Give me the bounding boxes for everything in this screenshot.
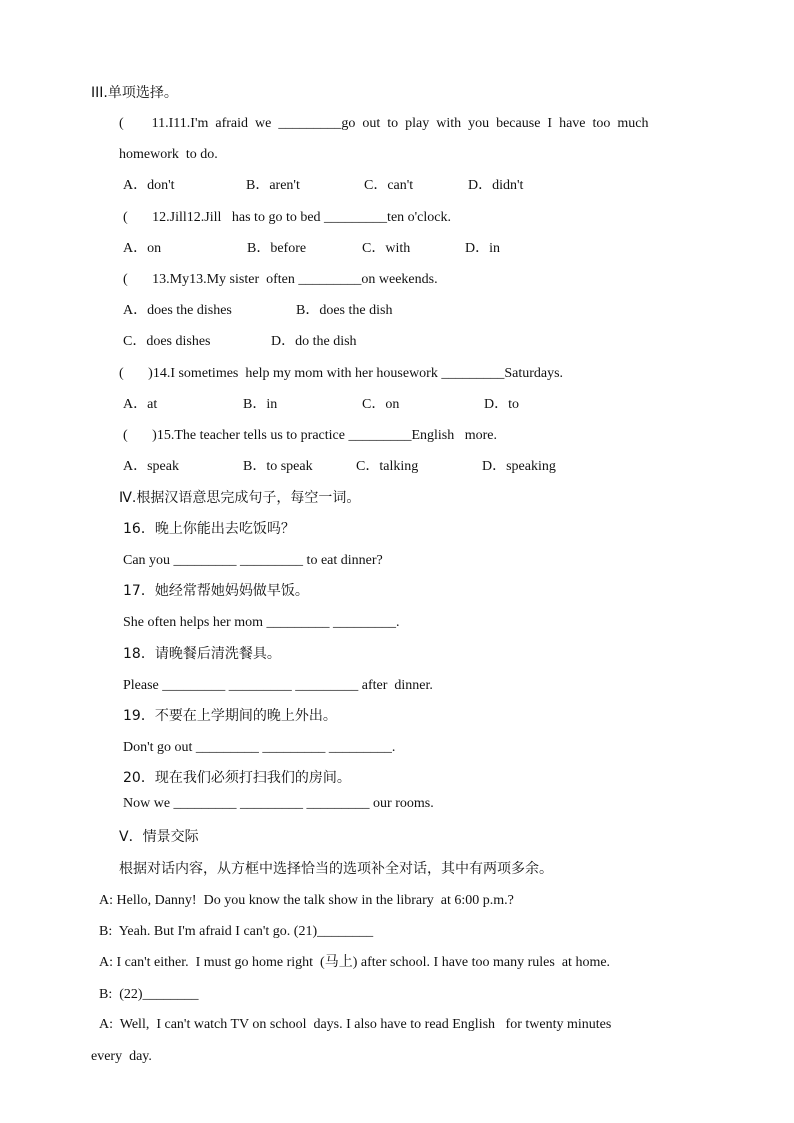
q20-english: Now we _________ _________ _________ our rooms. (123, 796, 434, 811)
dialogue-line-4: B: (22)________ (99, 987, 199, 1002)
q12-option-b: B．before (247, 241, 307, 256)
q17-english: She often helps her mom _________ _________. (123, 615, 400, 630)
section5-instruction: 根据对话内容，从方框中选择恰当的选项补全对话，其中有两项多余。 (119, 861, 553, 877)
q14-option-a: A．at (123, 397, 158, 412)
q14-stem: ( )14.I sometimes help my mom with her housework _________Saturdays. (119, 366, 564, 381)
section4-title: Ⅳ.根据汉语意思完成句子，每空一词。 (119, 490, 361, 506)
q12-option-c: C．with (362, 241, 411, 256)
dialogue-line-5-continued: every day. (91, 1049, 152, 1064)
dialogue-line-5: A: Well, I can't watch TV on school days. I also have to read English for twenty minutes (99, 1017, 612, 1032)
q11-option-d: D．didn't (468, 178, 524, 193)
q11-option-a: A．don't (123, 178, 175, 193)
section3-title: III.单项选择。 (91, 85, 178, 101)
q11-option-b: B．aren't (246, 178, 300, 193)
q13-option-c: C．does dishes (123, 334, 211, 349)
q13-stem: ( 13.My13.My sister often _________on weekends. (123, 272, 438, 287)
q13-option-b: B．does the dish (296, 303, 393, 318)
q12-stem: ( 12.Jill12.Jill has to go to bed _________ten o'clock. (123, 210, 451, 225)
dialogue-line-2: B: Yeah. But I'm afraid I can't go. (21)________ (99, 924, 374, 939)
q13-option-a: A．does the dishes (123, 303, 232, 318)
q19-english: Don't go out _________ _________ _________. (123, 740, 396, 755)
q14-option-d: D．to (484, 397, 519, 412)
q15-option-b: B．to speak (243, 459, 313, 474)
q18-english: Please _________ _________ _________ after dinner. (123, 678, 433, 693)
q15-stem: ( )15.The teacher tells us to practice _________English more. (123, 428, 498, 443)
q19-chinese: 19．不要在上学期间的晚上外出。 (123, 708, 337, 724)
q15-option-d: D．speaking (482, 459, 556, 474)
q12-option-d: D．in (465, 241, 500, 256)
q12-option-a: A．on (123, 241, 162, 256)
q13-option-d: D．do the dish (271, 334, 357, 349)
q11-option-c: C．can't (364, 178, 414, 193)
q17-chinese: 17．她经常帮她妈妈做早饭。 (123, 583, 309, 599)
q20-chinese: 20．现在我们必须打扫我们的房间。 (123, 770, 351, 786)
section5-title: V．情景交际 (119, 829, 199, 845)
q11-stem-line2: homework to do. (119, 147, 218, 162)
q11-stem-line1: ( 11.I11.I'm afraid we _________go out to play with you because I have too much (119, 116, 649, 131)
q14-option-c: C．on (362, 397, 400, 412)
dialogue-line-1: A: Hello, Danny! Do you know the talk show in the library at 6:00 p.m.? (99, 893, 514, 908)
q18-chinese: 18．请晚餐后清洗餐具。 (123, 646, 281, 662)
q16-english: Can you _________ _________ to eat dinner? (123, 553, 383, 568)
q15-option-c: C．talking (356, 459, 419, 474)
q15-option-a: A．speak (123, 459, 179, 474)
q16-chinese: 16．晚上你能出去吃饭吗？ (123, 521, 295, 537)
q14-option-b: B．in (243, 397, 278, 412)
dialogue-line-3: A: I can't either. I must go home right (马上) after school. I have too many rules at home. (99, 955, 611, 970)
